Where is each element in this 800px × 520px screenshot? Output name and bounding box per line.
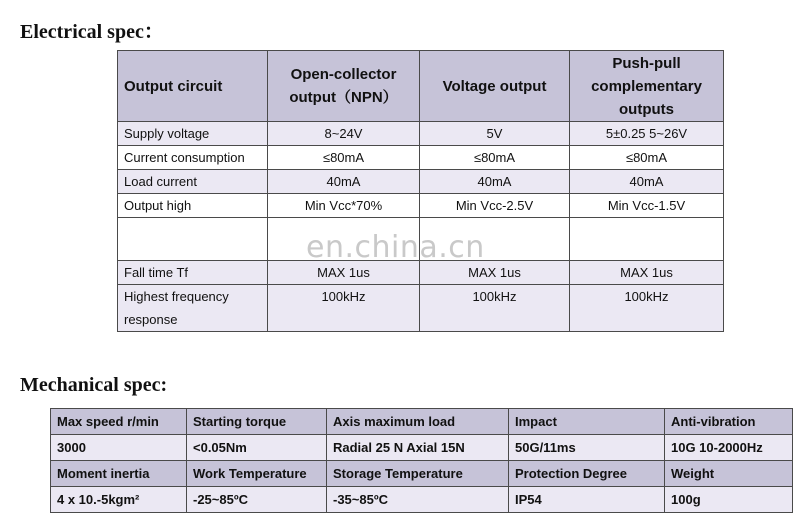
table-row [51,409,793,435]
table-cell: 8~24V [268,122,420,146]
table-cell: Storage Temperature [327,461,509,487]
table-cell: -25~85ºC [187,487,327,513]
table-row [51,461,793,487]
table-cell: IP54 [509,487,665,513]
table-cell: Axis maximum load [327,409,509,435]
mechanical-spec-table [50,408,793,513]
table-cell: ≤80mA [268,146,420,170]
row-label: Load current [118,170,268,194]
table-cell: Anti-vibration [665,409,793,435]
table-row [51,435,793,461]
table-cell: 3000 [51,435,187,461]
table-cell: MAX 1us [420,261,570,285]
header-cell: Voltage output [420,51,570,122]
table-cell: 50G/11ms [509,435,665,461]
table-cell: ≤80mA [420,146,570,170]
table-cell: -35~85ºC [327,487,509,513]
table-row [118,146,724,170]
table-cell: Starting torque [187,409,327,435]
table-cell: <0.05Nm [187,435,327,461]
table-row [118,194,724,218]
table-cell: Work Temperature [187,461,327,487]
table-row [118,170,724,194]
table-cell: 40mA [570,170,724,194]
row-label: Fall time Tf [118,261,268,285]
table-cell: 40mA [420,170,570,194]
table-cell: 100kHz [570,285,724,332]
table-cell: Max speed r/min [51,409,187,435]
row-label: Highest frequency response [118,285,268,332]
row-label: Output high [118,194,268,218]
table-cell: MAX 1us [570,261,724,285]
table-cell: ≤80mA [570,146,724,170]
table-cell: Min Vcc*70% [268,194,420,218]
table-cell: 5±0.25 5~26V [570,122,724,146]
header-cell: Push-pull complementary outputs [570,51,724,122]
mechanical-spec-title: Mechanical spec: [20,374,168,396]
table-cell: Radial 25 N Axial 15N [327,435,509,461]
table-row [118,122,724,146]
table-cell: 4 x 10.-5kgm² [51,487,187,513]
table-cell: Protection Degree [509,461,665,487]
electrical-spec-title: Electrical spec： [20,21,164,43]
table-cell: Weight [665,461,793,487]
table-cell: Impact [509,409,665,435]
table-cell: 10G 10-2000Hz [665,435,793,461]
table-cell: MAX 1us [268,261,420,285]
table-cell: Min Vcc-1.5V [570,194,724,218]
electrical-spec-table [117,50,724,332]
row-label: Supply voltage [118,122,268,146]
header-cell: Open-collector output（NPN） [268,51,420,122]
table-cell: Min Vcc-2.5V [420,194,570,218]
table-header-row [118,51,724,122]
table-cell: 5V [420,122,570,146]
table-cell: 100kHz [268,285,420,332]
table-cell: 40mA [268,170,420,194]
table-cell: Moment inertia [51,461,187,487]
table-cell: 100kHz [420,285,570,332]
table-cell: 100g [665,487,793,513]
watermark: en.china.cn [306,230,485,265]
table-row [118,285,724,332]
table-row [51,487,793,513]
row-label: Current consumption [118,146,268,170]
header-cell: Output circuit [118,51,268,122]
